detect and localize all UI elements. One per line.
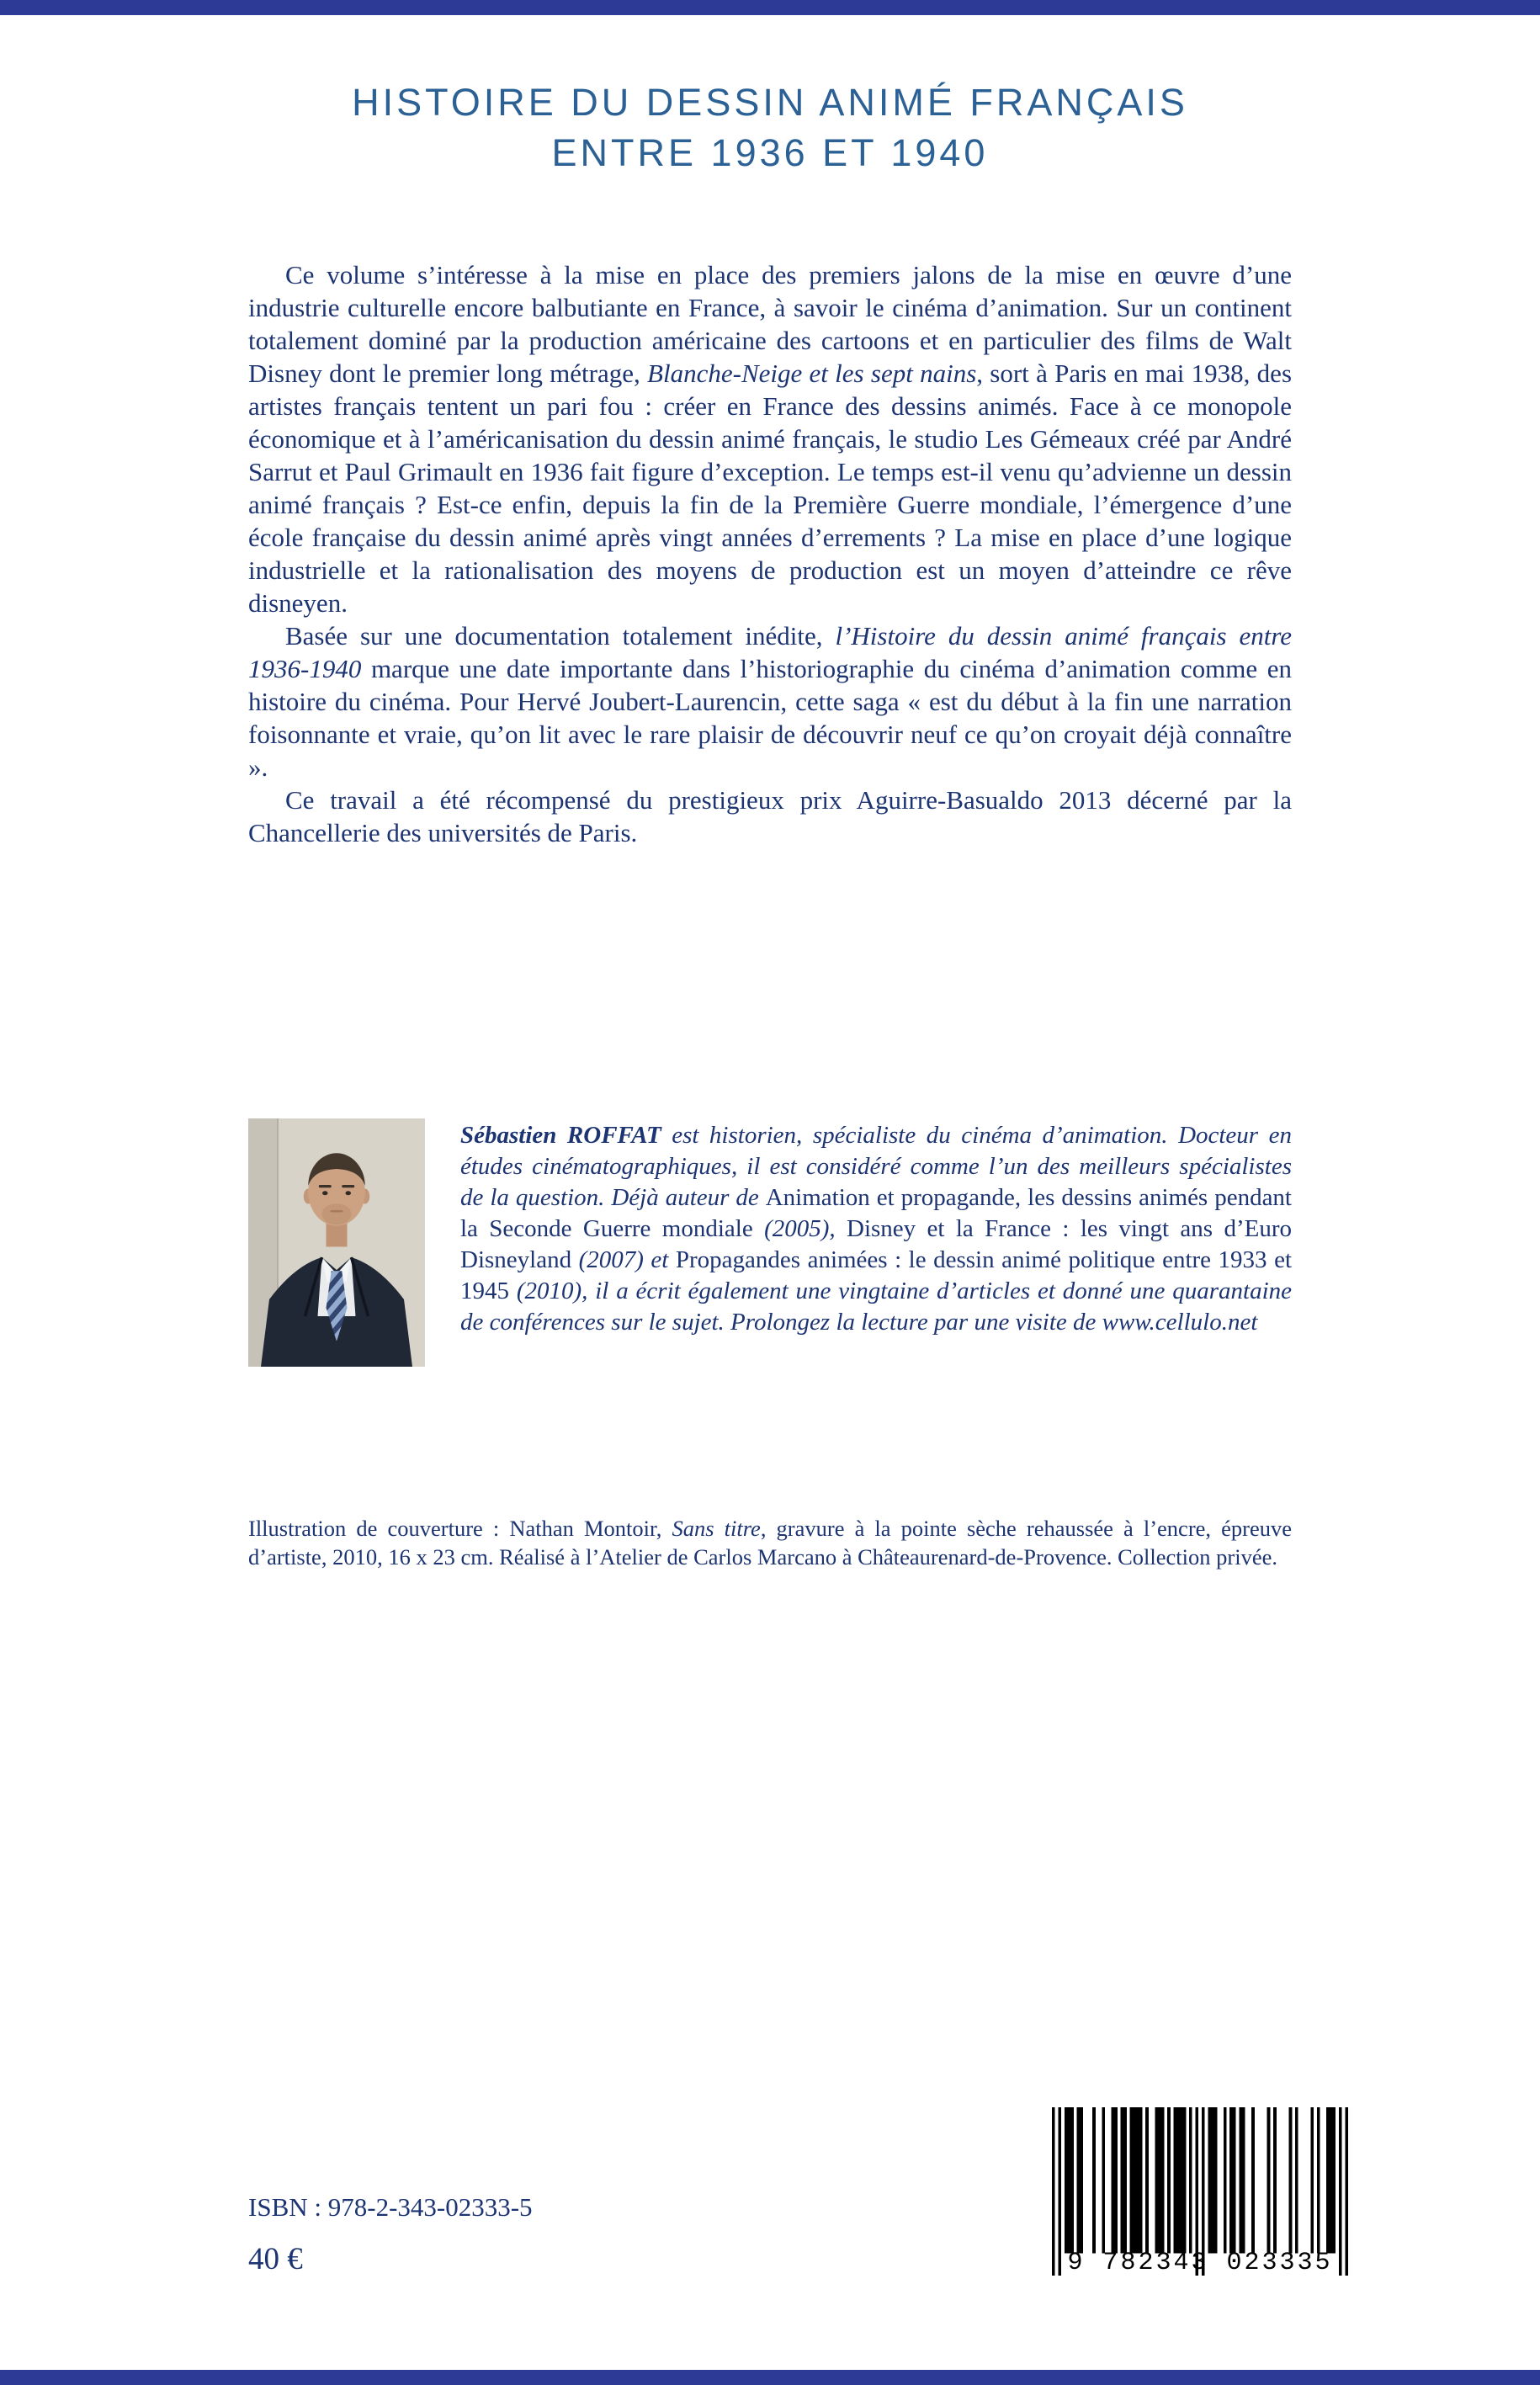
- cover-illustration-credit: Illustration de couverture : Nathan Montoir, Sans titre, gravure à la pointe sèche rehaussée à l’encre, épreuve d’artiste, 2010, 16 x 23 cm. Réalisé à l’Atelier de Carlos Marcano à Châteaurenard-de-Provence. Collection privée.: [248, 1516, 1292, 1570]
- synopsis-paragraph-3: Ce travail a été récompensé du prestigieux prix Aguirre-Basualdo 2013 décerné par la Chancellerie des universités de Paris.: [248, 785, 1292, 847]
- top-border-band: [0, 0, 1540, 15]
- book-title-line-1: HISTOIRE DU DESSIN ANIMÉ FRANÇAIS: [352, 81, 1188, 124]
- book-title-line-2: ENTRE 1936 ET 1940: [551, 131, 989, 174]
- author-portrait-graphic: [248, 1118, 425, 1367]
- bottom-border-band: [0, 2370, 1540, 2385]
- book-title: [248, 0, 1292, 178]
- author-photo: [248, 1118, 425, 1367]
- barcode: [1052, 2107, 1348, 2277]
- synopsis-paragraph-1: Ce volume s’intéresse à la mise en place des premiers jalons de la mise en œuvre d’une industrie culturelle encore balbutiante en France, à savoir le cinéma d’animation. Sur un continent totalement dominé par la production américaine des cartoons et en particulier des films de Walt Disney dont le premier long métrage, Blanche-Neige et les sept nains, sort à Paris en mai 1938, des artistes français tentent un pari fou : créer en France des dessins animés. Face à ce monopole économique et à l’américanisation du dessin animé français, le studio Les Gémeaux créé par André Sarrut et Paul Grimault en 1936 fait figure d’exception. Le temps est-il venu qu’advienne un dessin animé français ? Est-ce enfin, depuis la fin de la Première Guerre mondiale, l’émergence d’une école française du dessin animé après vingt années d’errements ? La mise en place d’une logique industrielle et la rationalisation des moyens de production est un moyen d’atteindre ce rêve disneyen.: [248, 260, 1293, 618]
- footer-row: [248, 2107, 1348, 2277]
- author-section: [248, 1118, 1292, 1367]
- price-text: 40 €: [248, 2242, 303, 2276]
- barcode-digits: 9 782343 023335: [1067, 2249, 1333, 2277]
- isbn-price-block: [248, 2192, 533, 2277]
- author-bio: Sébastien ROFFAT est historien, spécialiste du cinéma d’animation. Docteur en études cinématographiques, il est considéré comme l’un des meilleurs spécialistes de la question. Déjà auteur de Animation et propagande, les dessins animés pendant la Seconde Guerre mondiale (2005), Disney et la France : les vingt ans d’Euro Disneyland (2007) et Propagandes animées : le dessin animé politique entre 1933 et 1945 (2010), il a écrit également une vingtaine d’articles et donné une quarantaine de conférences sur le sujet. Prolongez la lecture par une visite de www.cellulo.net: [460, 1122, 1292, 1336]
- synopsis-paragraph-2: Basée sur une documentation totalement inédite, l’Histoire du dessin animé français entre 1936-1940 marque une date importante dans l’historiographie du cinéma d’animation comme en histoire du cinéma. Pour Hervé Joubert-Laurencin, cette saga « est du début à la fin une narration foisonnante et vraie, qu’on lit avec le rare plaisir de découvrir neuf ce qu’on croyait déjà connaître ».: [248, 621, 1292, 782]
- isbn-text: ISBN : 978-2-343-02333-5: [248, 2192, 533, 2222]
- synopsis: [248, 258, 1292, 849]
